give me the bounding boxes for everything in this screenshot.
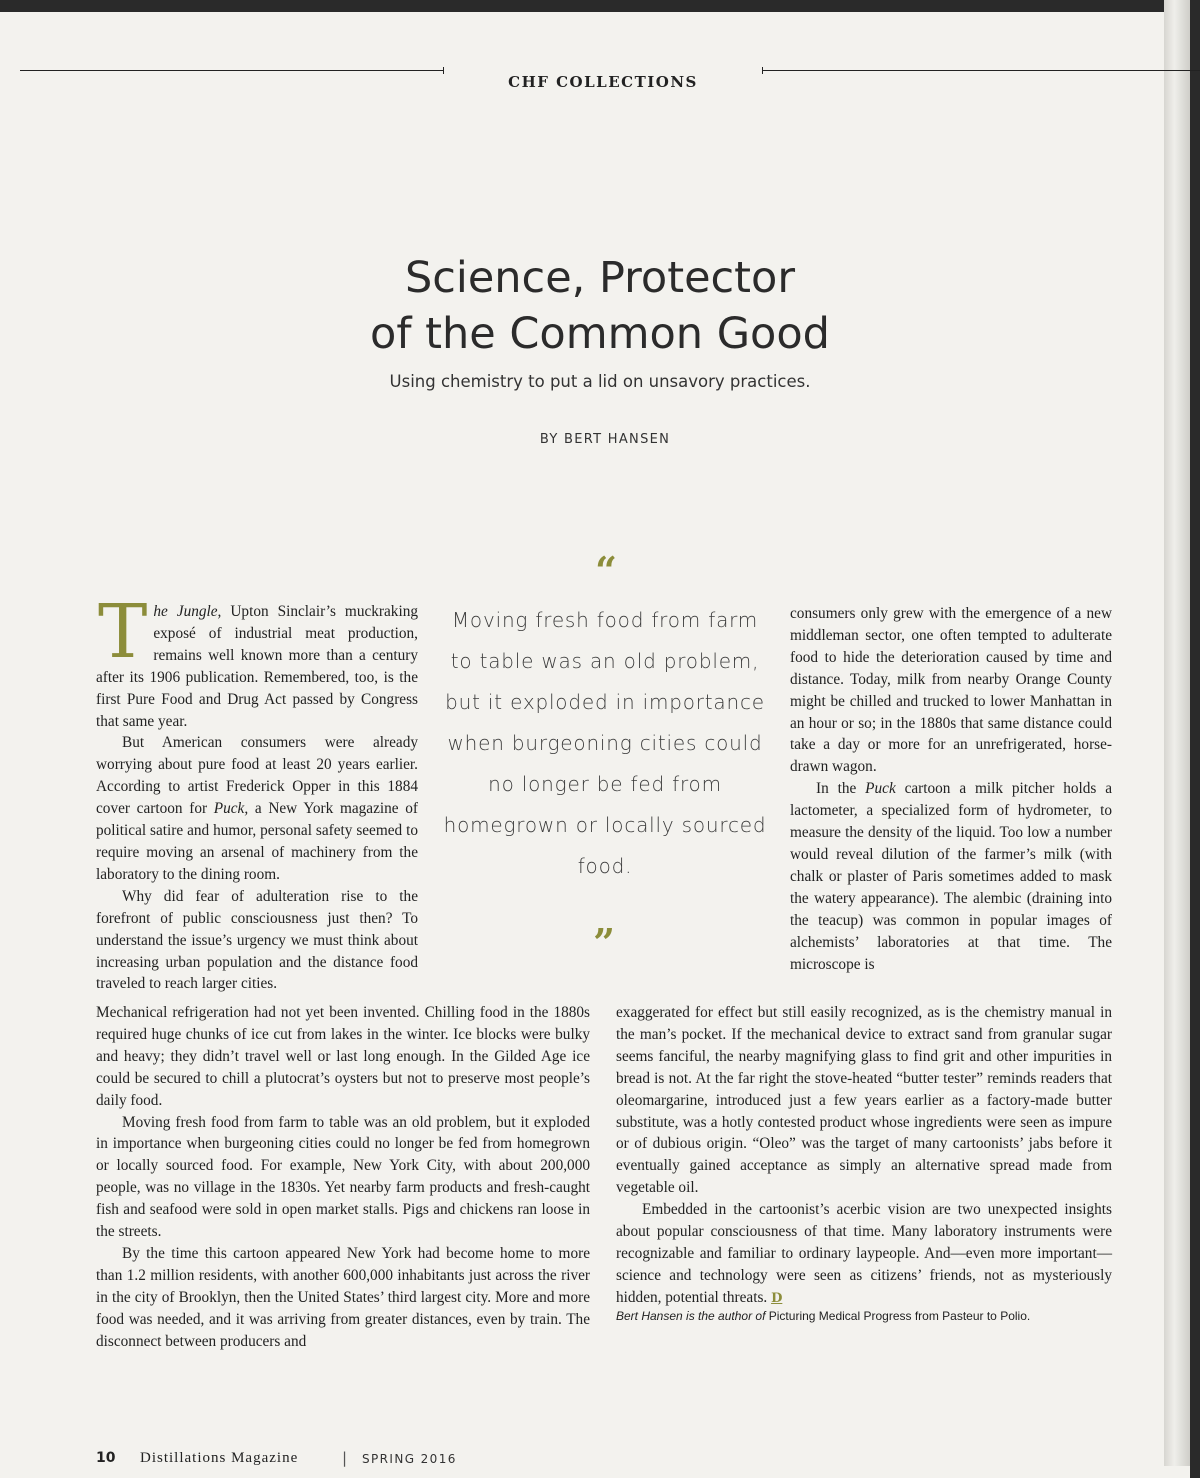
paragraph-text: a New York magazine of political satire and humor, personal safety seemed to require moving an arsenal of machinery from the laboratory to the dining room. [96, 800, 418, 883]
page-gutter [1164, 0, 1190, 1466]
issue-date: SPRING 2016 [362, 1452, 457, 1466]
body-column-4 [616, 1002, 1112, 1310]
footer-separator: | [342, 1449, 348, 1467]
page-footer [96, 1450, 596, 1472]
header-rule-right [762, 70, 1200, 71]
byline: BY BERT HANSEN [539, 432, 671, 447]
paragraph: Why did fear of adulteration rise to the forefront of public consciousness just then? To understand the issue’s urgency we must think about increasing urban population and the distance food traveled to reach larger cities. [96, 887, 418, 993]
body-column-1 [96, 589, 418, 995]
page-number: 10 [96, 1450, 116, 1466]
paragraph: Mechanical refrigeration had not yet been invented. Chilling food in the 1880s required huge chunks of ice cut from lakes in the winter. Ice blocks were bulky and heavy; they didn’t travel well or last long enough. In the Gilded Age ice could be secured to chill a plutocrat’s oysters but not to preserve most people’s daily food. [96, 1004, 590, 1109]
paragraph-text: But American consumers were already worrying about pure food at least 20 years earlier. According to artist Frederick Opper in this 1884 cover cartoon for [96, 734, 418, 818]
paragraph-text: In the [816, 780, 866, 798]
paragraph-text: Upton Sinclair’s muckraking exposé of industrial meat production, remains well known more than a century after its 1906 publication. Remembered, too, is the first Pure Food and Drug Act passed by Congress that same year. [96, 603, 418, 730]
paragraph-text: Embedded in the cartoonist’s acerbic vision are two unexpected insights about popular consciousness of that time. Many laboratory instruments were recognizable and familiar to ordinary laypeople. And—even more important—science and technology were seen as citizens’ friends, not as mysteriously hidden, potential threats. [616, 1201, 1112, 1306]
header-rule-left [20, 70, 444, 71]
magazine-title: Puck [865, 780, 896, 798]
paragraph: exaggerated for effect but still easily recognized, as is the chemistry manual in the man’s pocket. If the mechanical device to extract sand from granular sugar seems fanciful, the nearby magnifying glass to find grit and other impurities in bread is not. At the far right the stove-heated “butter tester” reminds readers that oleomargarine, introduced just a few years earlier as a factory-made butter substitute, was a hotly contested product whose ingredients were seen as impure or of dubious origin. “Oleo” was the target of many cartoonists’ jabs before it eventually gained acceptance as simply an alternative spread made from vegetable oil. [616, 1004, 1112, 1197]
body-column-3 [96, 1002, 590, 1353]
title-line-1: Science, Protector [404, 253, 796, 303]
title-line-2: of the Common Good [370, 309, 830, 359]
article-title [290, 250, 910, 362]
paragraph [96, 732, 418, 885]
body-column-2 [790, 603, 1112, 975]
paragraph: Moving fresh food from farm to table was an old problem, but it exploded in importance when burgeoning cities could no longer be fed from homegrown or locally sourced food. For example, New York City, with about 200,000 people, was no village in the 1830s. Yet nearby farm products and fresh-caught fish and seafood were sold in open market stalls. Pigs and chickens ran loose in the streets. [96, 1113, 590, 1241]
paragraph [616, 1199, 1112, 1310]
pull-quote: Moving fresh food from farm to table was an old problem, but it exploded in importance when burgeoning cities could no longer be fed from homegrown or locally sourced food. [443, 608, 767, 878]
bio-book-title: Picturing Medical Progress from Pasteur to Polio. [768, 1309, 1031, 1323]
section-label: CHF COLLECTIONS [508, 73, 698, 91]
magazine-name: Distillations Magazine [140, 1450, 299, 1466]
drop-cap: T [98, 589, 148, 675]
paragraph: consumers only grew with the emergence of a new middleman sector, one often tempted to adulterate food to hide the deterioration caused by time and distance. Today, milk from nearby Orange County might be chilled and trucked to lower Manhattan in an hour or so; in the 1880s that same distance could take a day or more for an unrefrigerated, horse-drawn wagon. [790, 605, 1112, 776]
paragraph [790, 778, 1112, 975]
pull-quote-open-mark: “ [595, 548, 617, 593]
pull-quote-close-mark: ” [593, 920, 615, 965]
book-title: he Jungle, [153, 603, 222, 620]
paragraph [96, 589, 418, 732]
end-mark-icon: D [771, 1290, 783, 1306]
author-bio [616, 1309, 1116, 1323]
paragraph-text: cartoon a milk pitcher holds a lactometer, a specialized form of hydrometer, to measure the density of the liquid. Too low a number would reveal dilution of the farmer’s milk (with chalk or plaster of Paris sometimes added to mask the watery appearance). The alembic (draining into the teacup) was common in popular images of alchemists’ laboratories at that time. The microscope is [790, 780, 1112, 973]
bio-text: Bert Hansen is the author of [616, 1309, 769, 1323]
paragraph: By the time this cartoon appeared New York had become home to more than 1.2 million residents, with another 600,000 inhabitants just across the river in the city of Brooklyn, then the United States’ third largest city. More and more food was needed, and it was arriving from greater distances, even by train. The disconnect between producers and [96, 1244, 590, 1350]
magazine-title: Puck, [213, 800, 249, 818]
article-subtitle: Using chemistry to put a lid on unsavory practices. [389, 372, 811, 391]
